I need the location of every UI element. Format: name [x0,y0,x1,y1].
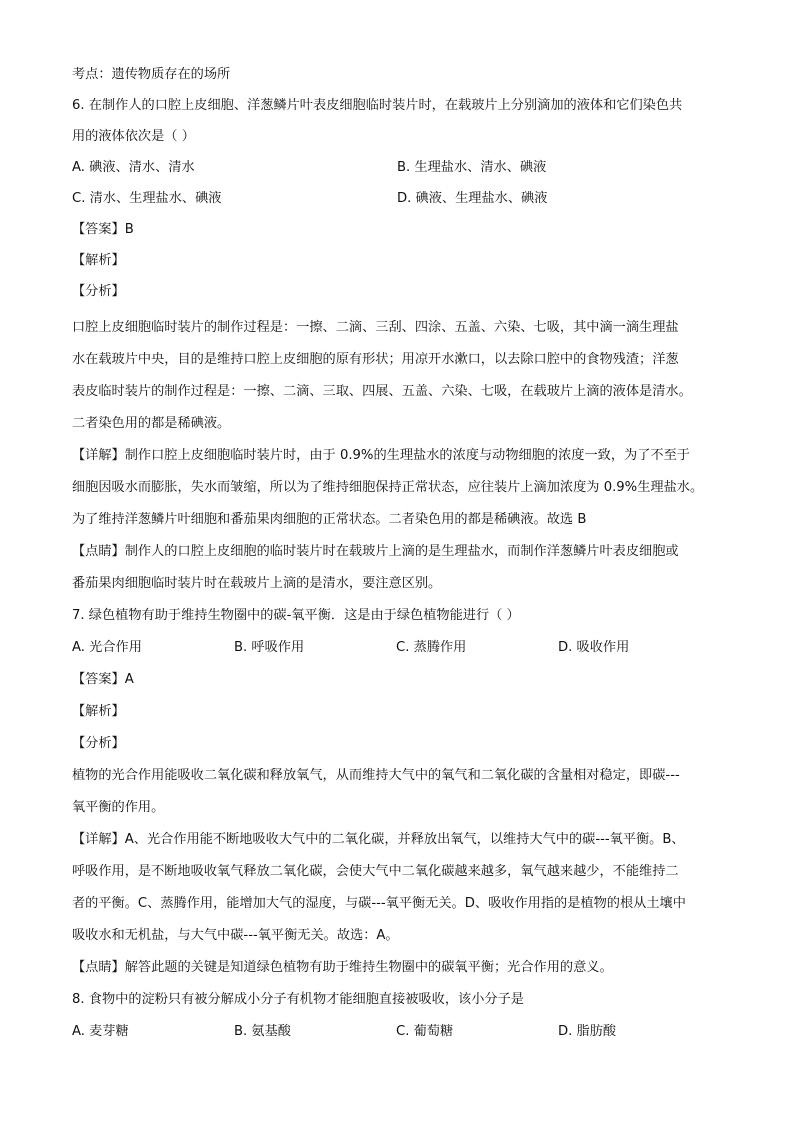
detail-line: 为了维持洋葱鳞片叶细胞和番茄果肉细胞的正常状态。二者染色用的都是稀碘液。故选 B [72,512,587,527]
question-7-answer: 【答案】A [72,672,134,687]
question-6-option-a: A. 碘液、清水、清水 [72,160,195,175]
question-6 [72,95,722,600]
analysis-line: 植物的光合作用能吸收二氧化碳和释放氧气，从而维持大气中的氧气和二氧化碳的含量相对稳定，即碳--- [72,768,680,783]
analysis-line: 氧平衡的作用。 [72,800,165,815]
question-8-stem: 8. 食物中的淀粉只有被分解成小分子有机物才能细胞直接被吸收，该小分子是 [72,992,524,1007]
question-6-fenxi-heading: 【分析】 [72,284,125,299]
question-8 [72,984,722,1048]
question-8-option-a: A. 麦芽糖 [72,1024,129,1039]
dianjing-line: 番茄果肉细胞临时装片时在载玻片上滴的是清水，要注意区别。 [72,576,442,591]
analysis-line: 二者染色用的都是稀碘液。 [72,416,231,431]
detail-line: 者的平衡。C、蒸腾作用，能增加大气的湿度，与碳---氧平衡无关。D、吸收作用指的是植物的根从土壤中 [72,896,686,911]
analysis-line: 表皮临时装片的制作过程是：一擦、二滴、三取、四展、五盖、六染、七吸，在载玻片上滴的液体是清水。 [72,384,692,399]
question-7-analysis [72,760,722,824]
question-7-options [72,632,722,664]
question-7-fenxi-heading: 【分析】 [72,736,125,751]
dianjing-line: 【点睛】制作人的口腔上皮细胞的临时装片时在载玻片上滴的是生理盐水，而制作洋葱鳞片叶表皮细胞或 [72,544,679,559]
detail-line: 【详解】制作口腔上皮细胞临时装片时，由于 0.9%的生理盐水的浓度与动物细胞的浓度一致，为了不至于 [72,448,690,463]
question-7-option-d: D. 吸收作用 [558,640,630,655]
analysis-line: 水在载玻片中央，目的是维持口腔上皮细胞的原有形状；用凉开水漱口，以去除口腔中的食物残渣；洋葱 [72,352,679,367]
question-7-option-a: A. 光合作用 [72,640,142,655]
question-6-dianjing [72,536,722,600]
question-7-option-b: B. 呼吸作用 [234,640,305,655]
analysis-line: 口腔上皮细胞临时装片的制作过程是：一擦、二滴、三刮、四涂、五盖、六染、七吸，其中滴一滴生理盐 [72,320,679,335]
question-6-options [72,157,722,219]
exam-point: 考点：遗传物质存在的场所 [72,67,231,82]
question-6-stem-line-1: 6. 在制作人的口腔上皮细胞、洋葱鳞片叶表皮细胞临时装片时，在载玻片上分别滴加的液体和它们染色共 [72,98,683,113]
question-8-option-c: C. 葡萄糖 [396,1024,454,1039]
question-8-option-d: D. 脂肪酸 [558,1024,617,1039]
question-8-option-b: B. 氨基酸 [234,1024,291,1039]
question-7-option-c: C. 蒸腾作用 [396,640,467,655]
question-6-answer: 【答案】B [72,222,134,237]
question-6-option-b: B. 生理盐水、清水、碘液 [397,160,547,175]
question-7-stem: 7. 绿色植物有助于维持生物圈中的碳-氧平衡．这是由于绿色植物能进行（ ） [72,608,520,623]
question-6-detail [72,440,722,536]
question-7-detail [72,824,722,952]
question-6-option-c: C. 清水、生理盐水、碘液 [72,191,222,206]
detail-line: 【详解】A、光合作用能不断地吸收大气中的二氧化碳，并释放出氧气，以维持大气中的碳---氧平衡。B、 [72,832,685,847]
detail-line: 细胞因吸水而膨胀，失水而皱缩，所以为了维持细胞保持正常状态，应往装片上滴加浓度为 0.9%生理盐水。 [72,480,704,495]
question-7 [72,600,722,984]
document-page [72,64,722,1048]
detail-line: 呼吸作用，是不断地吸收氧气释放二氧化碳，会使大气中二氧化碳越来越多，氧气越来越少，不能维持二 [72,864,679,879]
detail-line: 吸收水和无机盐，与大气中碳---氧平衡无关。故选：A。 [72,928,399,943]
question-6-jiexi-heading: 【解析】 [72,253,125,268]
question-8-options [72,1016,722,1048]
question-7-jiexi-heading: 【解析】 [72,704,125,719]
question-7-dianjing: 【点睛】解答此题的关键是知道绿色植物有助于维持生物圈中的碳氧平衡；光合作用的意义。 [72,960,613,975]
question-6-option-d: D. 碘液、生理盐水、碘液 [397,191,548,206]
question-6-stem-line-2: 用的液体依次是（ ） [72,129,195,144]
question-6-analysis [72,312,722,440]
